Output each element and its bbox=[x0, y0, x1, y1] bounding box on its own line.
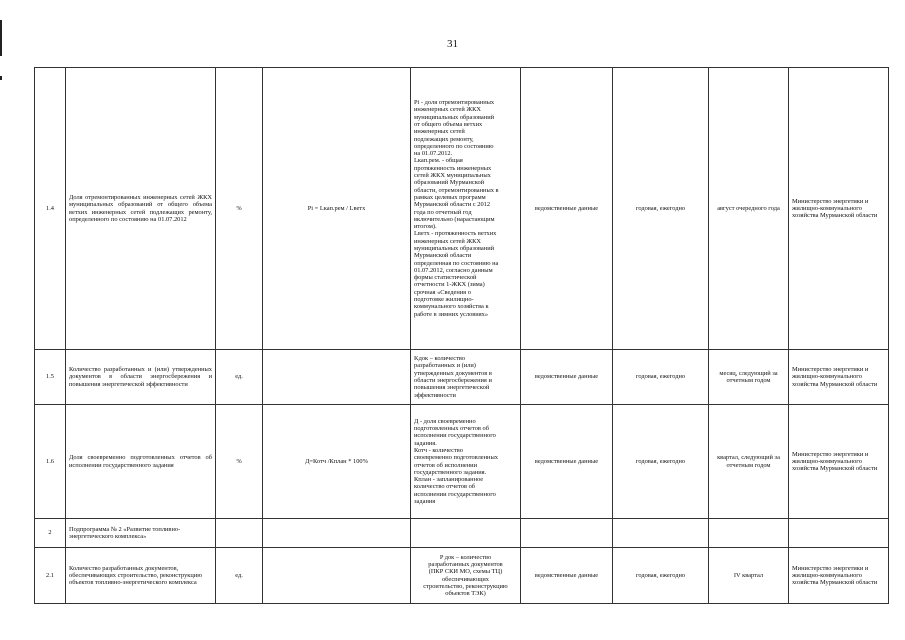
description-line: Д - доля своевременно bbox=[414, 417, 476, 425]
description-line: задания. bbox=[414, 439, 437, 447]
description-line: Мурманской области с 2012 bbox=[414, 201, 491, 209]
unit: ед. bbox=[216, 350, 263, 405]
description-line: определенного по состоянию bbox=[414, 142, 494, 150]
description-line: строительство, реконструкцию bbox=[423, 582, 508, 590]
formula-description bbox=[411, 350, 521, 405]
description-line: области, отремонтированных в bbox=[414, 186, 499, 194]
formula bbox=[263, 350, 411, 405]
row-number: 2.1 bbox=[35, 548, 66, 604]
description-line: подлежащих ремонту, bbox=[414, 135, 474, 143]
unit: ед. bbox=[216, 548, 263, 604]
data-source: ведомственные данные bbox=[521, 548, 613, 604]
description-line: задания bbox=[414, 497, 436, 505]
row-number: 1.6 bbox=[35, 405, 66, 519]
description-line: Котч - количество bbox=[414, 446, 463, 454]
indicator-name: Доля отремонтированных инженерных сетей ЖКХ муниципальных образований от общего объема ветхих инженерных сетей подлежащих ремонту, определенного по состоянию на 01.07.2012 bbox=[66, 68, 216, 350]
description-line: итогом). bbox=[414, 223, 437, 231]
formula bbox=[263, 548, 411, 604]
row-number: 1.5 bbox=[35, 350, 66, 405]
table-row bbox=[35, 68, 889, 350]
description-line: года по отчетный год bbox=[414, 208, 472, 216]
unit: % bbox=[216, 68, 263, 350]
description-line: исполнении государственного bbox=[414, 432, 496, 440]
description-line: на 01.07.2012. bbox=[414, 150, 453, 158]
table-row bbox=[35, 519, 889, 548]
description-line: государственного задания. bbox=[414, 468, 487, 476]
description-line: отчетов об исполнении bbox=[414, 461, 478, 469]
frequency: годовая, ежегодно bbox=[613, 68, 709, 350]
description-line: обеспечивающих bbox=[441, 575, 489, 583]
description-line: разработанных документов bbox=[428, 560, 503, 568]
indicator-name: Количество разработанных и (или) утвержденных документов в области энергосбережения и повышения энергетической эффективности bbox=[66, 350, 216, 405]
description-line: Мурманской области bbox=[414, 252, 472, 260]
description-line: формы статистической bbox=[414, 274, 477, 282]
frequency: годовая, ежегодно bbox=[613, 350, 709, 405]
description-line: разработанных и (или) bbox=[414, 362, 476, 370]
description-line: сетей ЖКХ муниципальных bbox=[414, 172, 491, 180]
description-line: Kдок – количество bbox=[414, 355, 466, 363]
page-number: 31 bbox=[447, 38, 458, 50]
frequency: годовая, ежегодно bbox=[613, 405, 709, 519]
unit: % bbox=[216, 405, 263, 519]
description-line: объектов ТЭК) bbox=[445, 590, 486, 598]
reporting-term: квартал, следующий за отчетным годом bbox=[709, 405, 789, 519]
description-line: своевременно подготовленных bbox=[414, 454, 498, 462]
formula-description bbox=[411, 548, 521, 604]
formula: Д=Котч /Кплан * 100% bbox=[263, 405, 411, 519]
row-number: 2 bbox=[35, 519, 66, 548]
description-line: утвержденных документов в bbox=[414, 369, 492, 377]
description-line: инженерных сетей bbox=[414, 128, 465, 136]
reporting-term: месяц, следующий за отчетным годом bbox=[709, 350, 789, 405]
description-line: муниципальных образований bbox=[414, 113, 495, 121]
formula-description bbox=[411, 68, 521, 350]
description-line: коммунального хозяйства к bbox=[414, 303, 489, 311]
formula-description bbox=[411, 405, 521, 519]
data-source: ведомственные данные bbox=[521, 68, 613, 350]
description-line: 01.07.2012, согласно данным bbox=[414, 266, 493, 274]
data-source: ведомственные данные bbox=[521, 405, 613, 519]
responsible-body: Министерство энергетики и жилищно-коммунального хозяйства Мурманской области bbox=[789, 350, 889, 405]
description-line: подготовленных отчетов об bbox=[414, 425, 489, 433]
description-line: инженерных сетей ЖКХ bbox=[414, 106, 481, 114]
description-line: области энергосбережения и bbox=[414, 377, 492, 384]
description-line: муниципальных образований bbox=[414, 244, 495, 252]
table-row bbox=[35, 548, 889, 604]
description-line: эффективности bbox=[414, 391, 456, 399]
description-line: рамках целевых программ bbox=[414, 193, 486, 201]
description-line: инженерных сетей ЖКХ bbox=[414, 237, 481, 245]
description-line: от общего объема ветхих bbox=[414, 120, 483, 128]
responsible-body: Министерство энергетики и жилищно-коммунального хозяйства Мурманской области bbox=[789, 405, 889, 519]
description-line: определенная по состоянию на bbox=[414, 259, 499, 267]
reporting-term: август очередного года bbox=[709, 68, 789, 350]
description-line: исполнении государственного bbox=[414, 490, 496, 498]
indicators-table bbox=[34, 67, 889, 604]
table-row bbox=[35, 350, 889, 405]
indicator-name: Доля своевременно подготовленных отчетов об исполнении государственного задания bbox=[66, 405, 216, 519]
indicator-name: Количество разработанных документов, обеспечивающих строительство, реконструкцию объектов топливно-энергетического комплекса bbox=[66, 548, 216, 604]
table-row bbox=[35, 405, 889, 519]
description-line: P док – количество bbox=[439, 553, 492, 561]
description-line: повышения энергетической bbox=[414, 384, 490, 392]
description-line: срочная «Сведения о bbox=[414, 288, 471, 296]
left-edge-tick bbox=[0, 76, 2, 80]
subprogram-title: Подпрограмма № 2 «Развитие топливно-энергетического комплекса» bbox=[66, 519, 216, 548]
description-line: количество отчетов об bbox=[414, 483, 476, 491]
description-line: отчетности 1-ЖКХ (зима) bbox=[414, 281, 485, 289]
responsible-body: Министерство энергетики и жилищно-коммунального хозяйства Мурманской области bbox=[789, 68, 889, 350]
description-line: подготовке жилищно- bbox=[414, 296, 474, 304]
reporting-term: IV квартал bbox=[709, 548, 789, 604]
formula: Pi = Lкап.рем / Lветх bbox=[263, 68, 411, 350]
frequency: годовая, ежегодно bbox=[613, 548, 709, 604]
description-line: протяженность инженерных bbox=[414, 164, 492, 172]
description-line: работе в зимних условиях» bbox=[414, 310, 489, 318]
description-line: Кплан - запланированное bbox=[414, 476, 484, 484]
row-number: 1.4 bbox=[35, 68, 66, 350]
description-line: (ПКР СКИ МО, схемы ТЦ) bbox=[428, 568, 503, 576]
data-source: ведомственные данные bbox=[521, 350, 613, 405]
responsible-body: Министерство энергетики и жилищно-коммунального хозяйства Мурманской области bbox=[789, 548, 889, 604]
description-line: образований Мурманской bbox=[414, 179, 485, 187]
description-line: Lветх - протяженность ветхих bbox=[414, 230, 497, 238]
description-line: включительно (нарастающим bbox=[414, 215, 495, 223]
description-line: Lкап.рем. - общая bbox=[414, 157, 463, 165]
description-line: Pi - доля отремонтированных bbox=[414, 99, 495, 107]
